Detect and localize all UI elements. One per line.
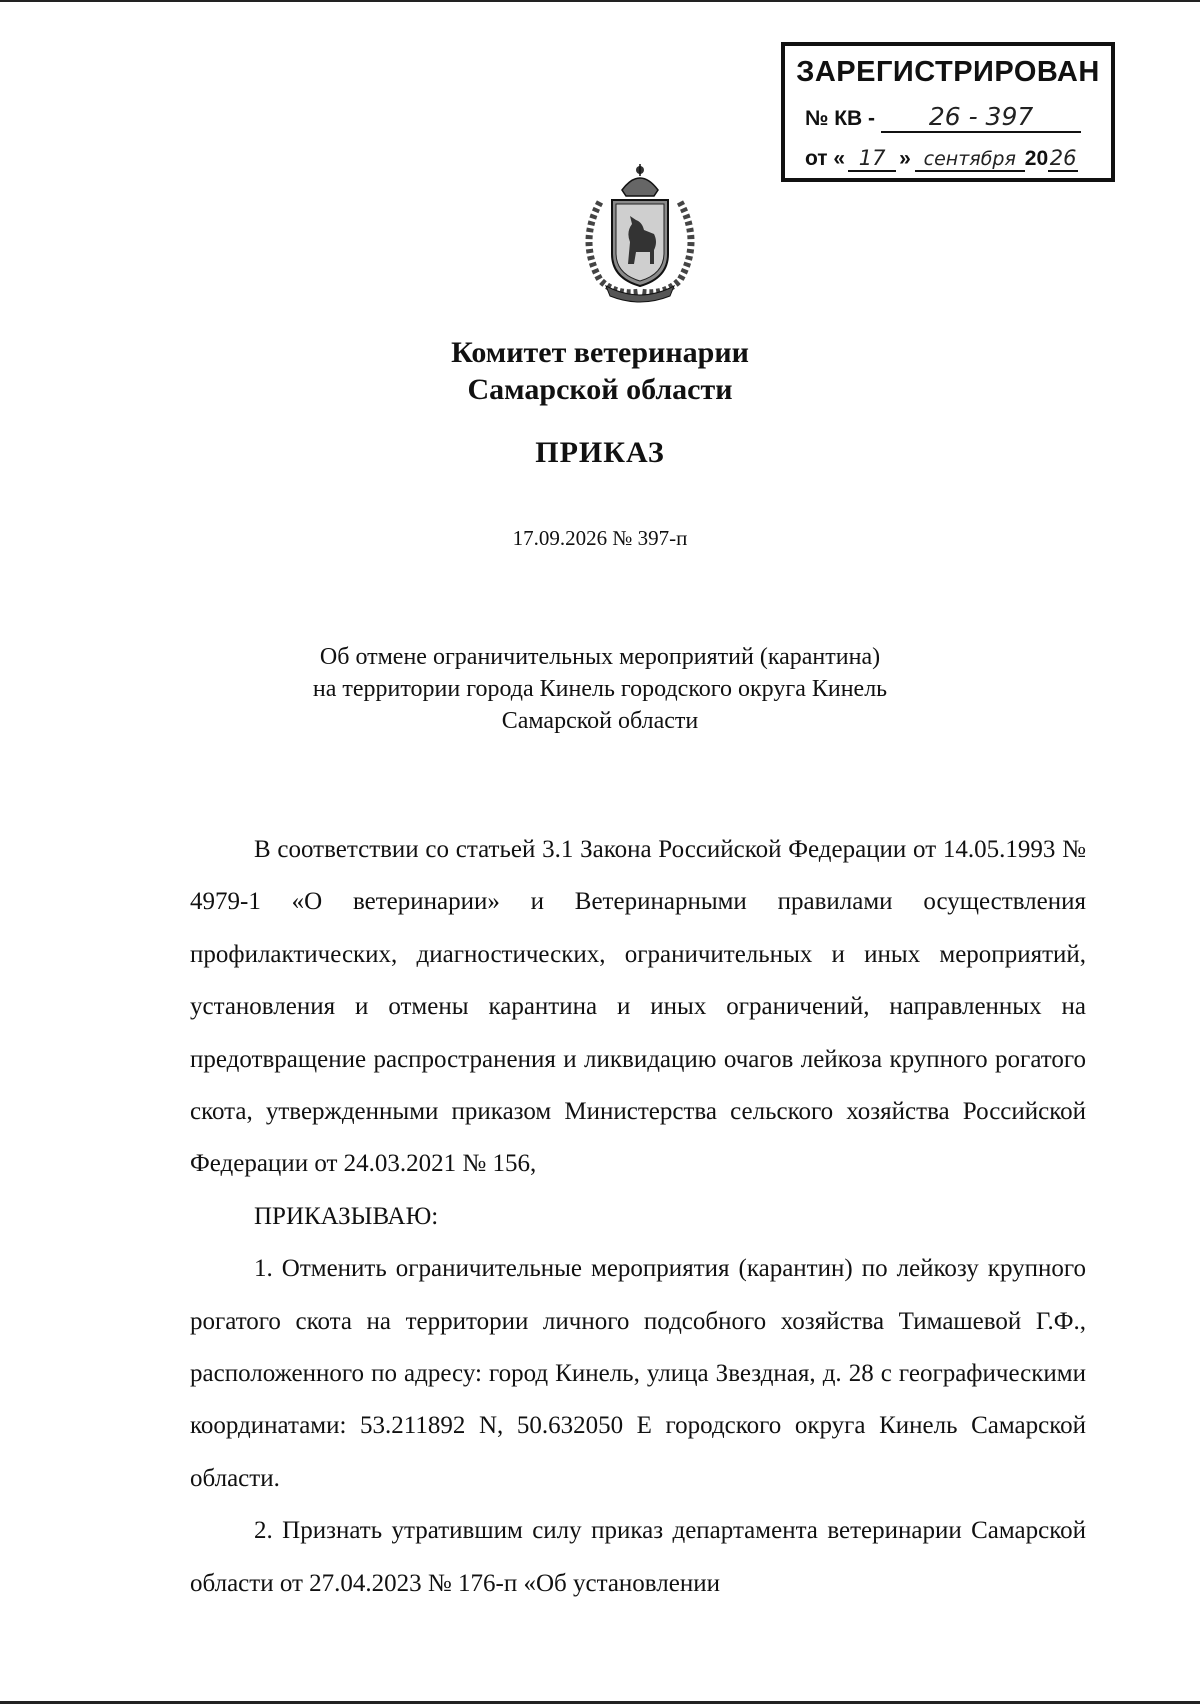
document-date-number: 17.09.2026 № 397-п [512,526,688,550]
organization-name-line2: Самарской области [467,373,733,406]
stamp-date-separator: » [899,147,911,170]
stamp-date-line [805,146,1078,172]
stamp-number-prefix: № КВ - [805,107,876,130]
registration-stamp [781,42,1115,182]
scan-top-edge [0,0,1200,2]
stamp-date-day: 17 [848,146,896,172]
subject-line2: на территории города Кинель городского округа Кинель [312,676,888,702]
order-item-1: 1. Отменить ограничительные мероприятия (карантин) по лейкозу крупного рогатого скота на территории личного подсобного хозяйства Тимашевой Г.Ф., расположенного по адресу: город Кинель, улица Звездная, д. 28 с географическими координатами: 53.211892 N, 50.632050 E городского округа Кинель Самарской области. [190,1255,1086,1492]
stamp-number-handwritten: 26 - 397 [881,102,1081,133]
subject-line1: Об отмене ограничительных мероприятий (карантина) [319,644,881,670]
organization-name-line1: Комитет ветеринарии [451,336,749,369]
subject-line3: Самарской области [501,708,699,734]
stamp-date-year-prefix: 20 [1024,147,1049,170]
stamp-date-prefix: от « [805,147,846,170]
stamp-number-line [805,102,1081,133]
order-item-2: 2. Признать утратившим силу приказ департамента ветеринарии Самарской области от 27.04.2023 № 176-п «Об установлении [190,1517,1086,1597]
order-directive: ПРИКАЗЫВАЮ: [254,1202,439,1230]
document-body [190,824,1086,1610]
coat-of-arms-emblem [570,162,710,304]
stamp-date-month: сентября [915,148,1025,172]
stamp-title: ЗАРЕГИСТРИРОВАН [796,56,1100,88]
preamble-paragraph: В соответствии со статьей 3.1 Закона Российской Федерации от 14.05.1993 № 4979-1 «О ветеринарии» и Ветеринарными правилами осуществления профилактических, диагностических, ограничительных и иных мероприятий, установления и отмены карантина и иных ограничений, направленных на предотвращение распространения и ликвидацию очагов лейкоза крупного рогатого скота, утвержденными приказом Министерства сельского хозяйства Российской Федерации от 24.03.2021 № 156, [190,836,1086,1178]
document-type-title: ПРИКАЗ [535,436,665,469]
stamp-date-year-suffix: 26 [1049,146,1077,170]
